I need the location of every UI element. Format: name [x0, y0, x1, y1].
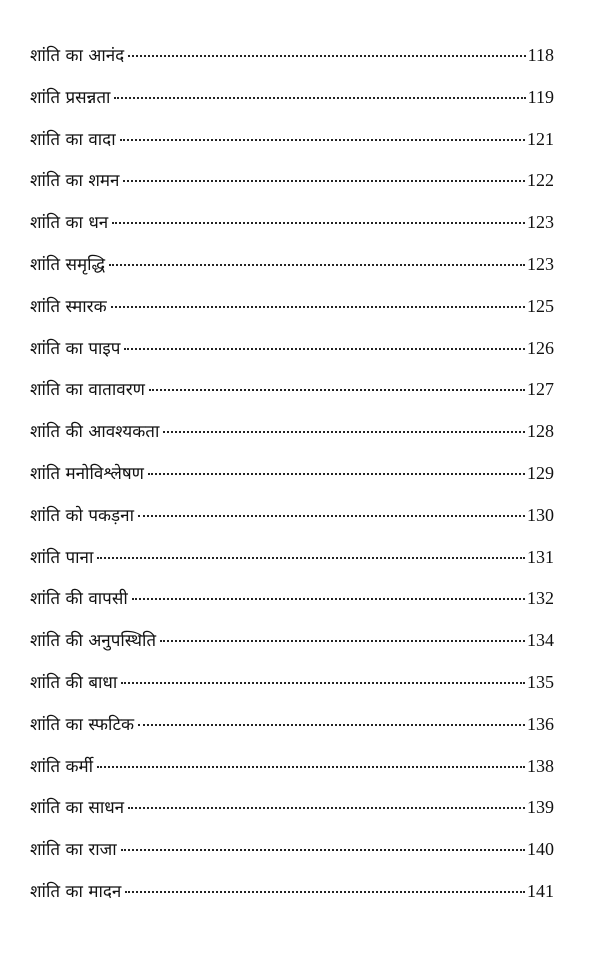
- toc-entry: [30, 210, 554, 252]
- dot-leader: [128, 807, 525, 809]
- toc-entry: [30, 586, 554, 628]
- toc-entry-page: 123: [527, 253, 554, 274]
- dot-leader: [111, 306, 525, 308]
- toc-entry: [30, 670, 554, 712]
- dot-leader: [123, 180, 525, 182]
- toc-entry: [30, 503, 554, 545]
- toc-entry: [30, 336, 554, 378]
- toc-entry-page: 136: [527, 713, 554, 734]
- toc-entry-title: शांति का साधन: [30, 798, 125, 819]
- toc-entry-title: शांति की अनुपस्थिति: [30, 631, 157, 652]
- toc-entry-page: 139: [527, 797, 554, 818]
- toc-entry-page: 134: [527, 630, 554, 651]
- toc-entry-title: शांति का वातावरण: [30, 380, 145, 401]
- toc-entry-page: 132: [527, 588, 554, 609]
- toc-entry-title: शांति की बाधा: [30, 672, 118, 693]
- toc-entry-page: 131: [527, 546, 554, 567]
- toc-entry: [30, 43, 554, 85]
- toc-entry: [30, 85, 554, 127]
- dot-leader: [125, 891, 525, 893]
- toc-entry-title: शांति की वापसी: [30, 589, 128, 610]
- toc-entry-title: शांति का पाइप: [30, 338, 121, 359]
- toc-entry-title: शांति कर्मी: [30, 756, 94, 777]
- dot-leader: [149, 389, 525, 391]
- toc-entry: [30, 754, 554, 796]
- dot-leader: [128, 55, 525, 57]
- dot-leader: [148, 473, 525, 475]
- toc-entry: [30, 461, 554, 503]
- table-of-contents: [30, 43, 554, 921]
- dot-leader: [121, 849, 525, 851]
- toc-entry: [30, 294, 554, 336]
- toc-entry: [30, 712, 554, 754]
- toc-entry: [30, 252, 554, 294]
- toc-entry-title: शांति मनोविश्लेषण: [30, 463, 144, 484]
- toc-entry-title: शांति की आवश्यकता: [30, 422, 160, 443]
- toc-entry-page: 121: [527, 128, 554, 149]
- toc-entry-title: शांति का राजा: [30, 840, 117, 861]
- toc-entry-page: 135: [527, 671, 554, 692]
- toc-entry-page: 140: [527, 839, 554, 860]
- toc-entry: [30, 545, 554, 587]
- dot-leader: [138, 724, 525, 726]
- dot-leader: [160, 640, 525, 642]
- toc-entry-title: शांति को पकड़ना: [30, 505, 134, 526]
- dot-leader: [132, 598, 525, 600]
- toc-entry-title: शांति प्रसन्नता: [30, 87, 111, 108]
- dot-leader: [112, 222, 525, 224]
- toc-entry-page: 125: [527, 295, 554, 316]
- toc-entry: [30, 879, 554, 921]
- toc-entry-page: 128: [527, 421, 554, 442]
- toc-entry: [30, 419, 554, 461]
- toc-entry-title: शांति का मादन: [30, 881, 122, 902]
- toc-entry-page: 126: [527, 337, 554, 358]
- toc-entry-page: 138: [527, 755, 554, 776]
- toc-entry: [30, 377, 554, 419]
- toc-entry: [30, 127, 554, 169]
- toc-entry-title: शांति का स्फटिक: [30, 714, 135, 735]
- toc-entry: [30, 837, 554, 879]
- toc-entry-title: शांति का वादा: [30, 129, 116, 150]
- toc-entry-page: 130: [527, 504, 554, 525]
- toc-entry-page: 118: [527, 45, 554, 65]
- dot-leader: [163, 431, 525, 433]
- toc-entry: [30, 168, 554, 210]
- toc-entry-page: 141: [527, 880, 554, 901]
- toc-entry-title: शांति का आनंद: [30, 46, 125, 66]
- toc-entry-page: 123: [527, 212, 554, 233]
- dot-leader: [114, 97, 525, 99]
- dot-leader: [109, 264, 525, 266]
- toc-entry: [30, 795, 554, 837]
- toc-entry-title: शांति स्मारक: [30, 296, 107, 317]
- toc-entry-title: शांति का शमन: [30, 171, 120, 192]
- dot-leader: [121, 682, 525, 684]
- dot-leader: [97, 557, 525, 559]
- dot-leader: [97, 766, 525, 768]
- dot-leader: [124, 348, 525, 350]
- toc-entry-title: शांति का धन: [30, 213, 109, 234]
- toc-entry-page: 119: [527, 86, 554, 107]
- toc-entry-page: 129: [527, 462, 554, 483]
- toc-entry-page: 122: [527, 170, 554, 191]
- dot-leader: [138, 515, 525, 517]
- toc-entry: [30, 628, 554, 670]
- toc-entry-title: शांति समृद्धि: [30, 254, 106, 275]
- toc-entry-page: 127: [527, 379, 554, 400]
- toc-entry-title: शांति पाना: [30, 547, 94, 568]
- dot-leader: [120, 139, 525, 141]
